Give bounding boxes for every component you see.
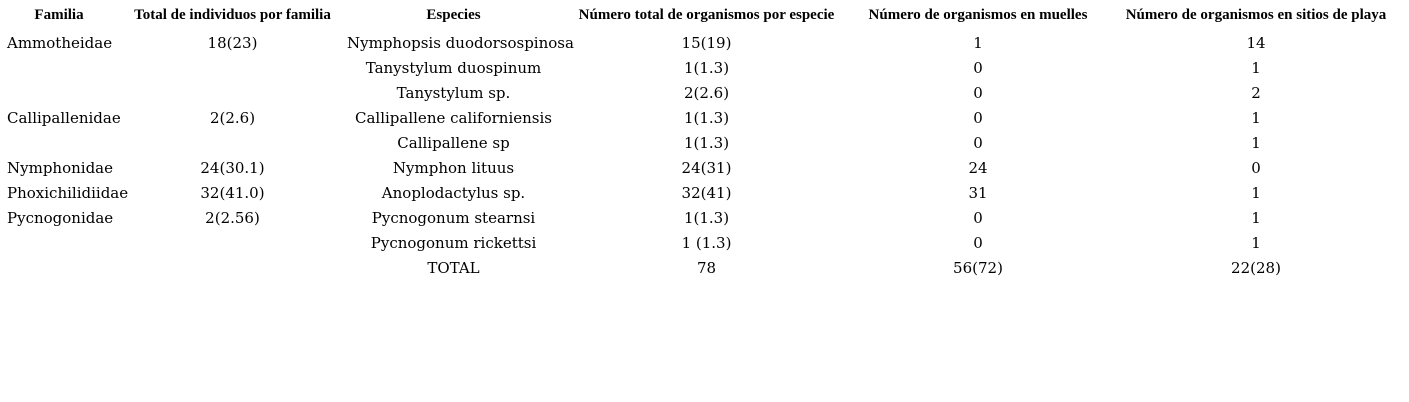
table-cell: 0 (1251, 158, 1261, 177)
table-row (0, 30, 1409, 55)
table-cell: 0 (973, 83, 983, 102)
table-cell: 1(1.3) (683, 108, 730, 127)
table-cell: 22(28) (1231, 258, 1281, 277)
table-cell: 2(2.6) (683, 83, 730, 102)
table-cell (0, 255, 118, 280)
column-header: Especies (426, 6, 481, 23)
table-cell (0, 130, 118, 155)
table-cell: 2(2.56) (205, 208, 260, 227)
table-cell: Ammotheidae (7, 33, 113, 52)
table-cell: 1(1.3) (683, 133, 730, 152)
table-cell: 1 (1251, 108, 1261, 127)
table-cell: Pycnogonidae (7, 208, 114, 227)
table-cell: 0 (973, 233, 983, 252)
table-cell: 0 (973, 133, 983, 152)
table-cell: 1 (973, 33, 983, 52)
table-cell: 18(23) (207, 33, 258, 52)
table-row (0, 180, 1409, 205)
table-cell: Pycnogonum rickettsi (370, 233, 537, 252)
column-header: Número de organismos en sitios de playa (1125, 6, 1387, 23)
table-cell: Phoxichilidiidae (7, 183, 129, 202)
table-cell: Nymphonidae (7, 158, 113, 177)
table-cell (0, 230, 118, 255)
table-cell: 24(30.1) (200, 158, 265, 177)
table-cell (118, 80, 347, 105)
table-cell: 15(19) (681, 33, 732, 52)
table-cell (0, 80, 118, 105)
column-header: Total de individuos por familia (134, 6, 331, 23)
table-cell: Pycnogonum stearnsi (371, 208, 536, 227)
table-cell: 1 (1.3) (681, 233, 732, 252)
column-header: Familia (34, 6, 84, 23)
table-cell: Tanystylum sp. (396, 83, 511, 102)
table-cell (118, 55, 347, 80)
table-cell: 1(1.3) (683, 208, 730, 227)
table-cell: Callipallenidae (7, 108, 121, 127)
table-body (0, 30, 1409, 280)
table-cell: 32(41.0) (200, 183, 265, 202)
table-cell: 24(31) (681, 158, 732, 177)
table-cell: Nymphopsis duodorsospinosa (347, 33, 574, 52)
table-cell: 1(1.3) (683, 58, 730, 77)
table-row (0, 155, 1409, 180)
table-cell: 1 (1251, 58, 1261, 77)
table-cell (118, 230, 347, 255)
table-cell (0, 55, 118, 80)
table-cell: Anoplodactylus sp. (381, 183, 526, 202)
table-cell: 31 (968, 183, 988, 202)
column-header: Número total de organismos por especie (578, 6, 835, 23)
table-cell: 1 (1251, 133, 1261, 152)
table-cell: 1 (1251, 183, 1261, 202)
table-cell: 0 (973, 208, 983, 227)
table-cell: 0 (973, 58, 983, 77)
table-cell: 0 (973, 108, 983, 127)
table-cell: Callipallene californiensis (354, 108, 552, 127)
table-cell (118, 255, 347, 280)
table-cell: 2 (1251, 83, 1261, 102)
table-cell: 78 (696, 258, 717, 277)
table-row (0, 130, 1409, 155)
table-cell: 32(41) (681, 183, 732, 202)
table-cell: TOTAL (427, 258, 480, 277)
table-cell: 1 (1251, 233, 1261, 252)
table-row (0, 80, 1409, 105)
table-cell: Callipallene sp (397, 133, 510, 152)
table-cell: 56(72) (953, 258, 1003, 277)
table-cell (118, 130, 347, 155)
column-header: Número de organismos en muelles (868, 6, 1088, 23)
table-row (0, 230, 1409, 255)
table-cell: Tanystylum duospinum (365, 58, 542, 77)
table-row (0, 205, 1409, 230)
table-row (0, 105, 1409, 130)
header-row (0, 0, 1409, 30)
table-cell: 1 (1251, 208, 1261, 227)
table-row (0, 255, 1409, 280)
table-row (0, 55, 1409, 80)
table-head (0, 0, 1409, 30)
table-cell: 24 (968, 158, 988, 177)
table-cell: 2(2.6) (209, 108, 256, 127)
table-cell: 14 (1246, 33, 1266, 52)
table-cell: Nymphon lituus (392, 158, 515, 177)
